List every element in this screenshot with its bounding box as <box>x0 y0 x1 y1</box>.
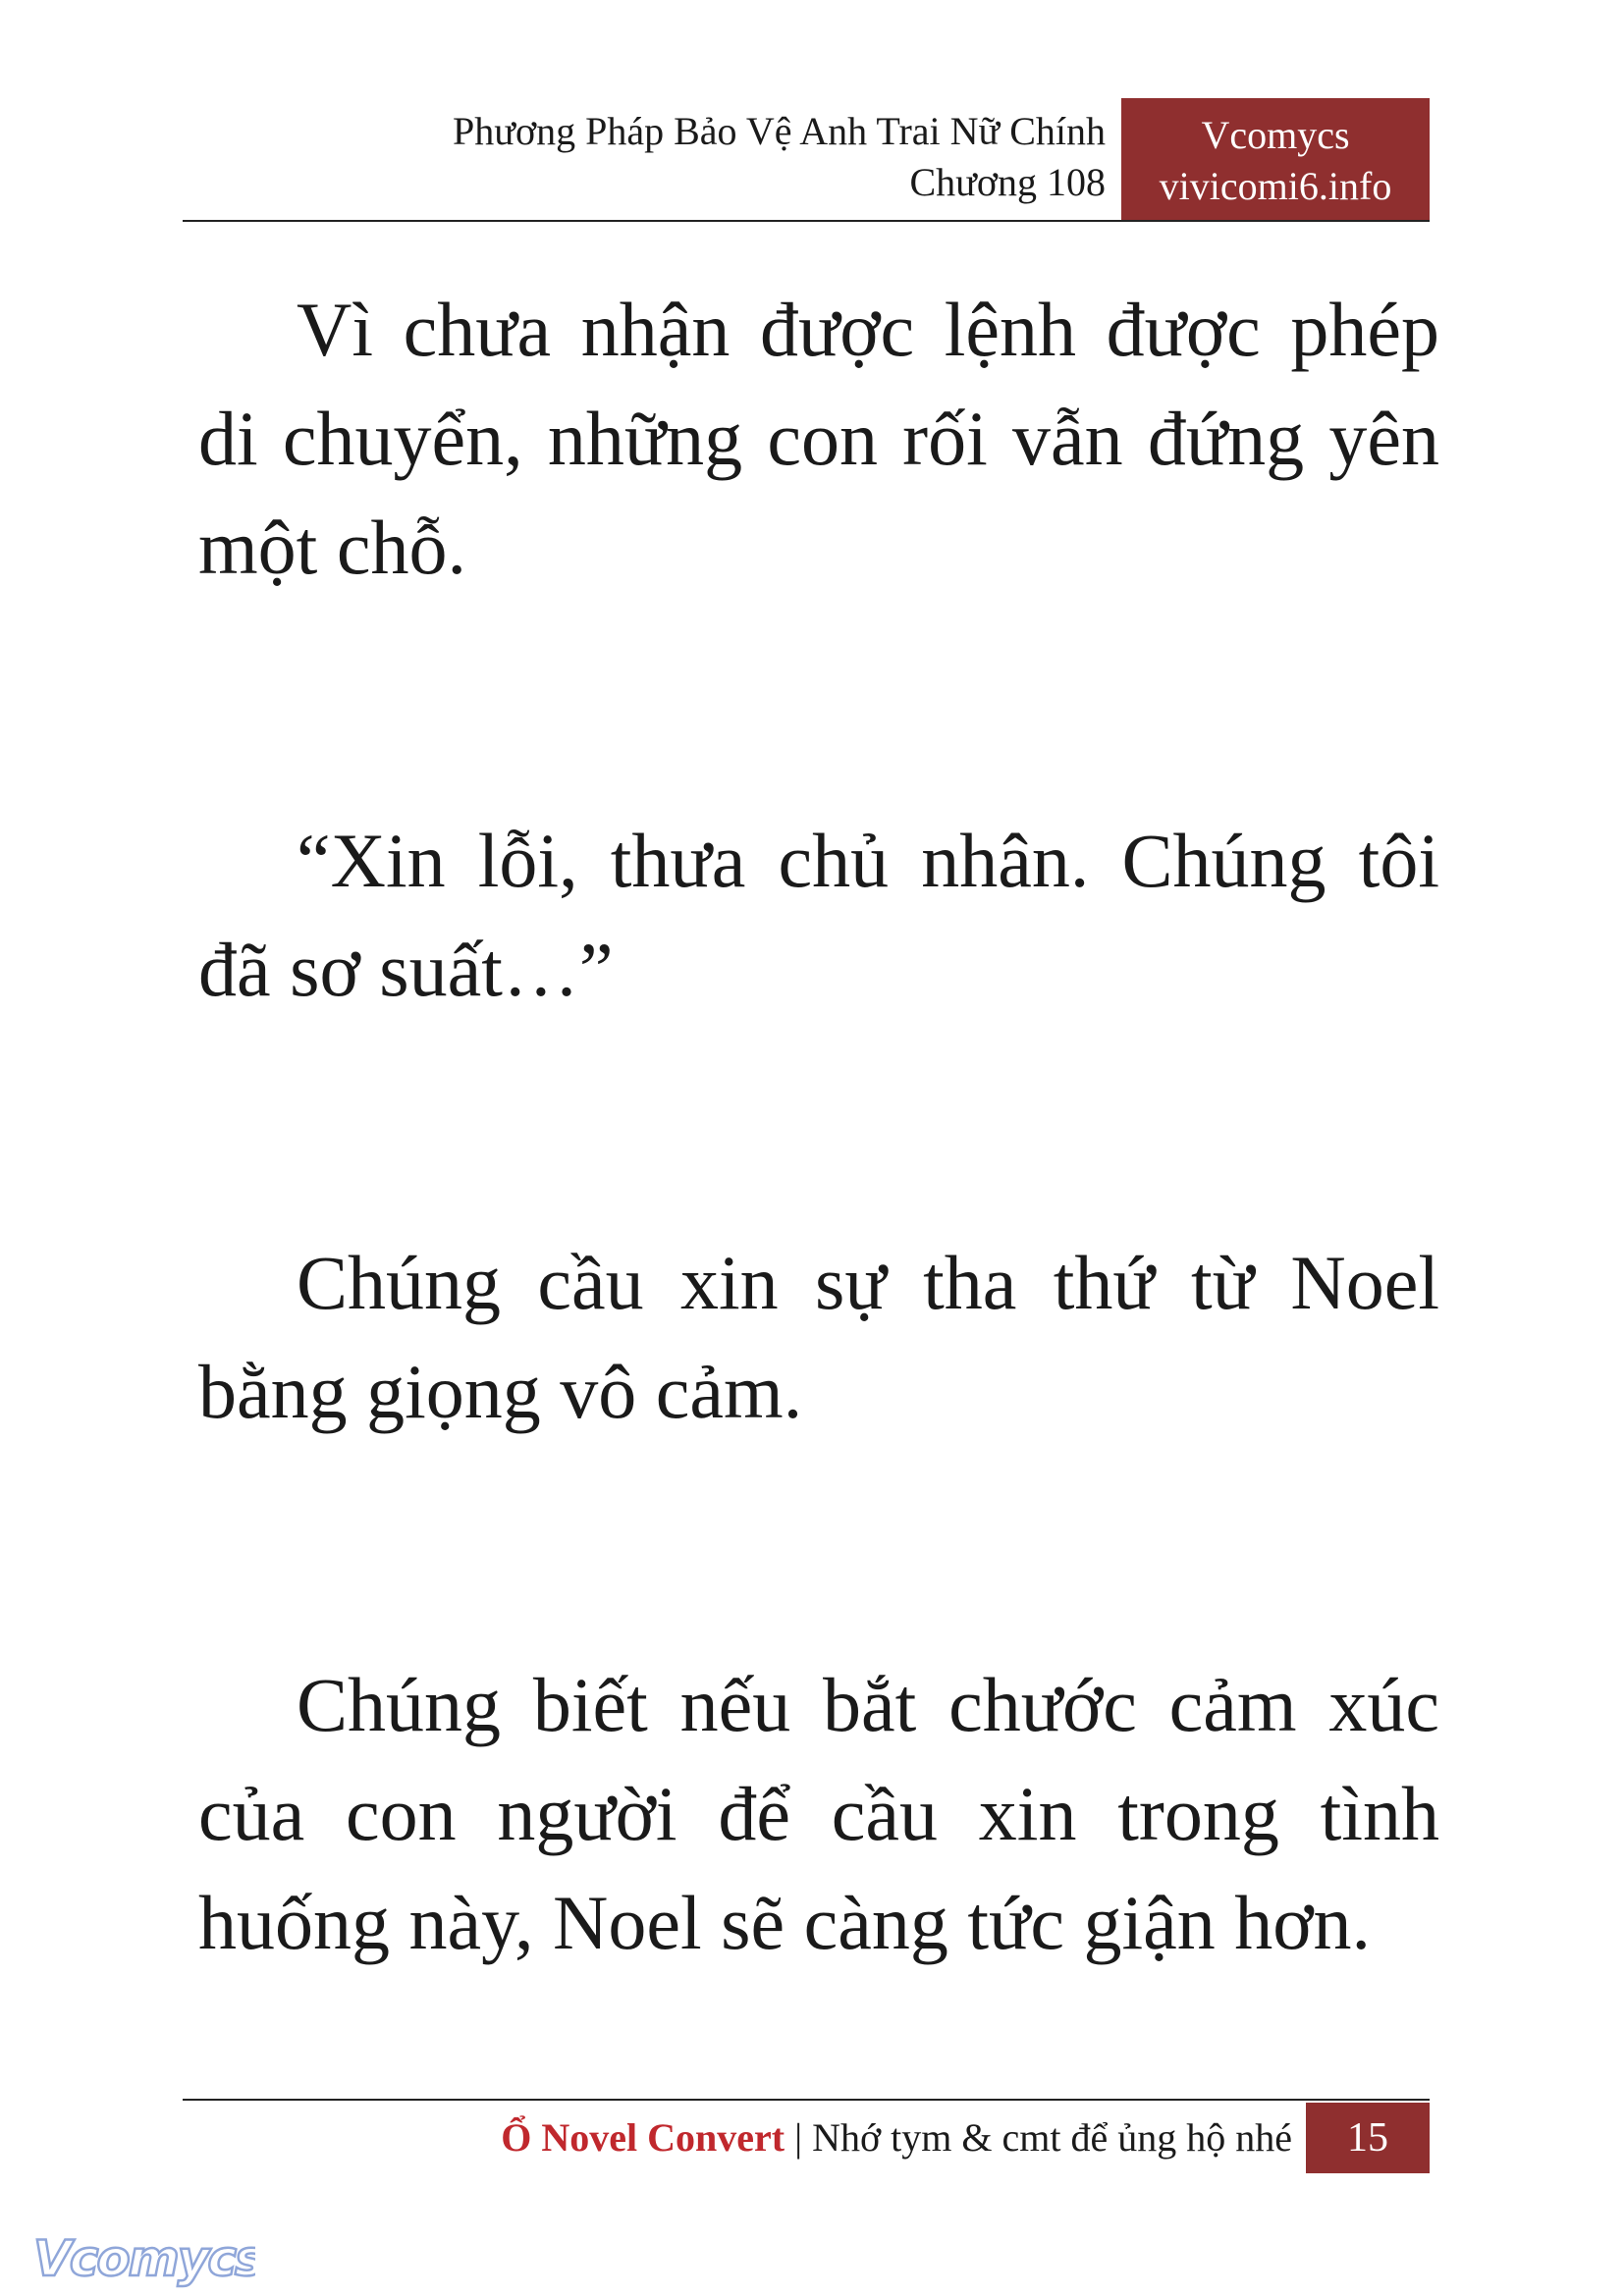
watermark-text: Vcomycs <box>33 2230 255 2287</box>
paragraph: Chúng cầu xin sự tha thứ từ Noel bằng giọng vô cảm. <box>198 1240 1439 1434</box>
page-footer <box>183 2103 1430 2173</box>
watermark-logo-icon <box>29 2226 255 2289</box>
page-number: 15 <box>1306 2103 1430 2173</box>
site-badge <box>1121 98 1430 220</box>
footer-note: Nhớ tym & cmt để ủng hộ nhé <box>812 2115 1292 2160</box>
paragraph: Vì chưa nhận được lệnh được phép di chuyển, những con rối vẫn đứng yên một chỗ. <box>198 287 1439 590</box>
site-badge-url: vivicomi6.info <box>1159 164 1392 208</box>
vcomycs-watermark-logo <box>29 2226 255 2289</box>
chapter-body <box>198 275 1439 1977</box>
footer-divider <box>183 2099 1430 2101</box>
paragraph: “Xin lỗi, thưa chủ nhân. Chúng tôi đã sơ suất…” <box>198 818 1439 1012</box>
footer-separator: | <box>785 2115 813 2160</box>
header-titles <box>453 106 1106 208</box>
chapter-label: Chương 108 <box>909 160 1106 204</box>
page-header <box>183 98 1430 220</box>
paragraph: Chúng biết nếu bắt chước cảm xúc của con người để cầu xin trong tình huống này, Noel sẽ càng tức giận hơn. <box>198 1662 1439 1965</box>
header-divider <box>183 220 1430 222</box>
footer-brand: Ổ Novel Convert <box>501 2115 785 2160</box>
book-title: Phương Pháp Bảo Vệ Anh Trai Nữ Chính <box>453 109 1106 153</box>
footer-text <box>501 2112 1292 2163</box>
site-badge-name: Vcomycs <box>1201 113 1350 157</box>
